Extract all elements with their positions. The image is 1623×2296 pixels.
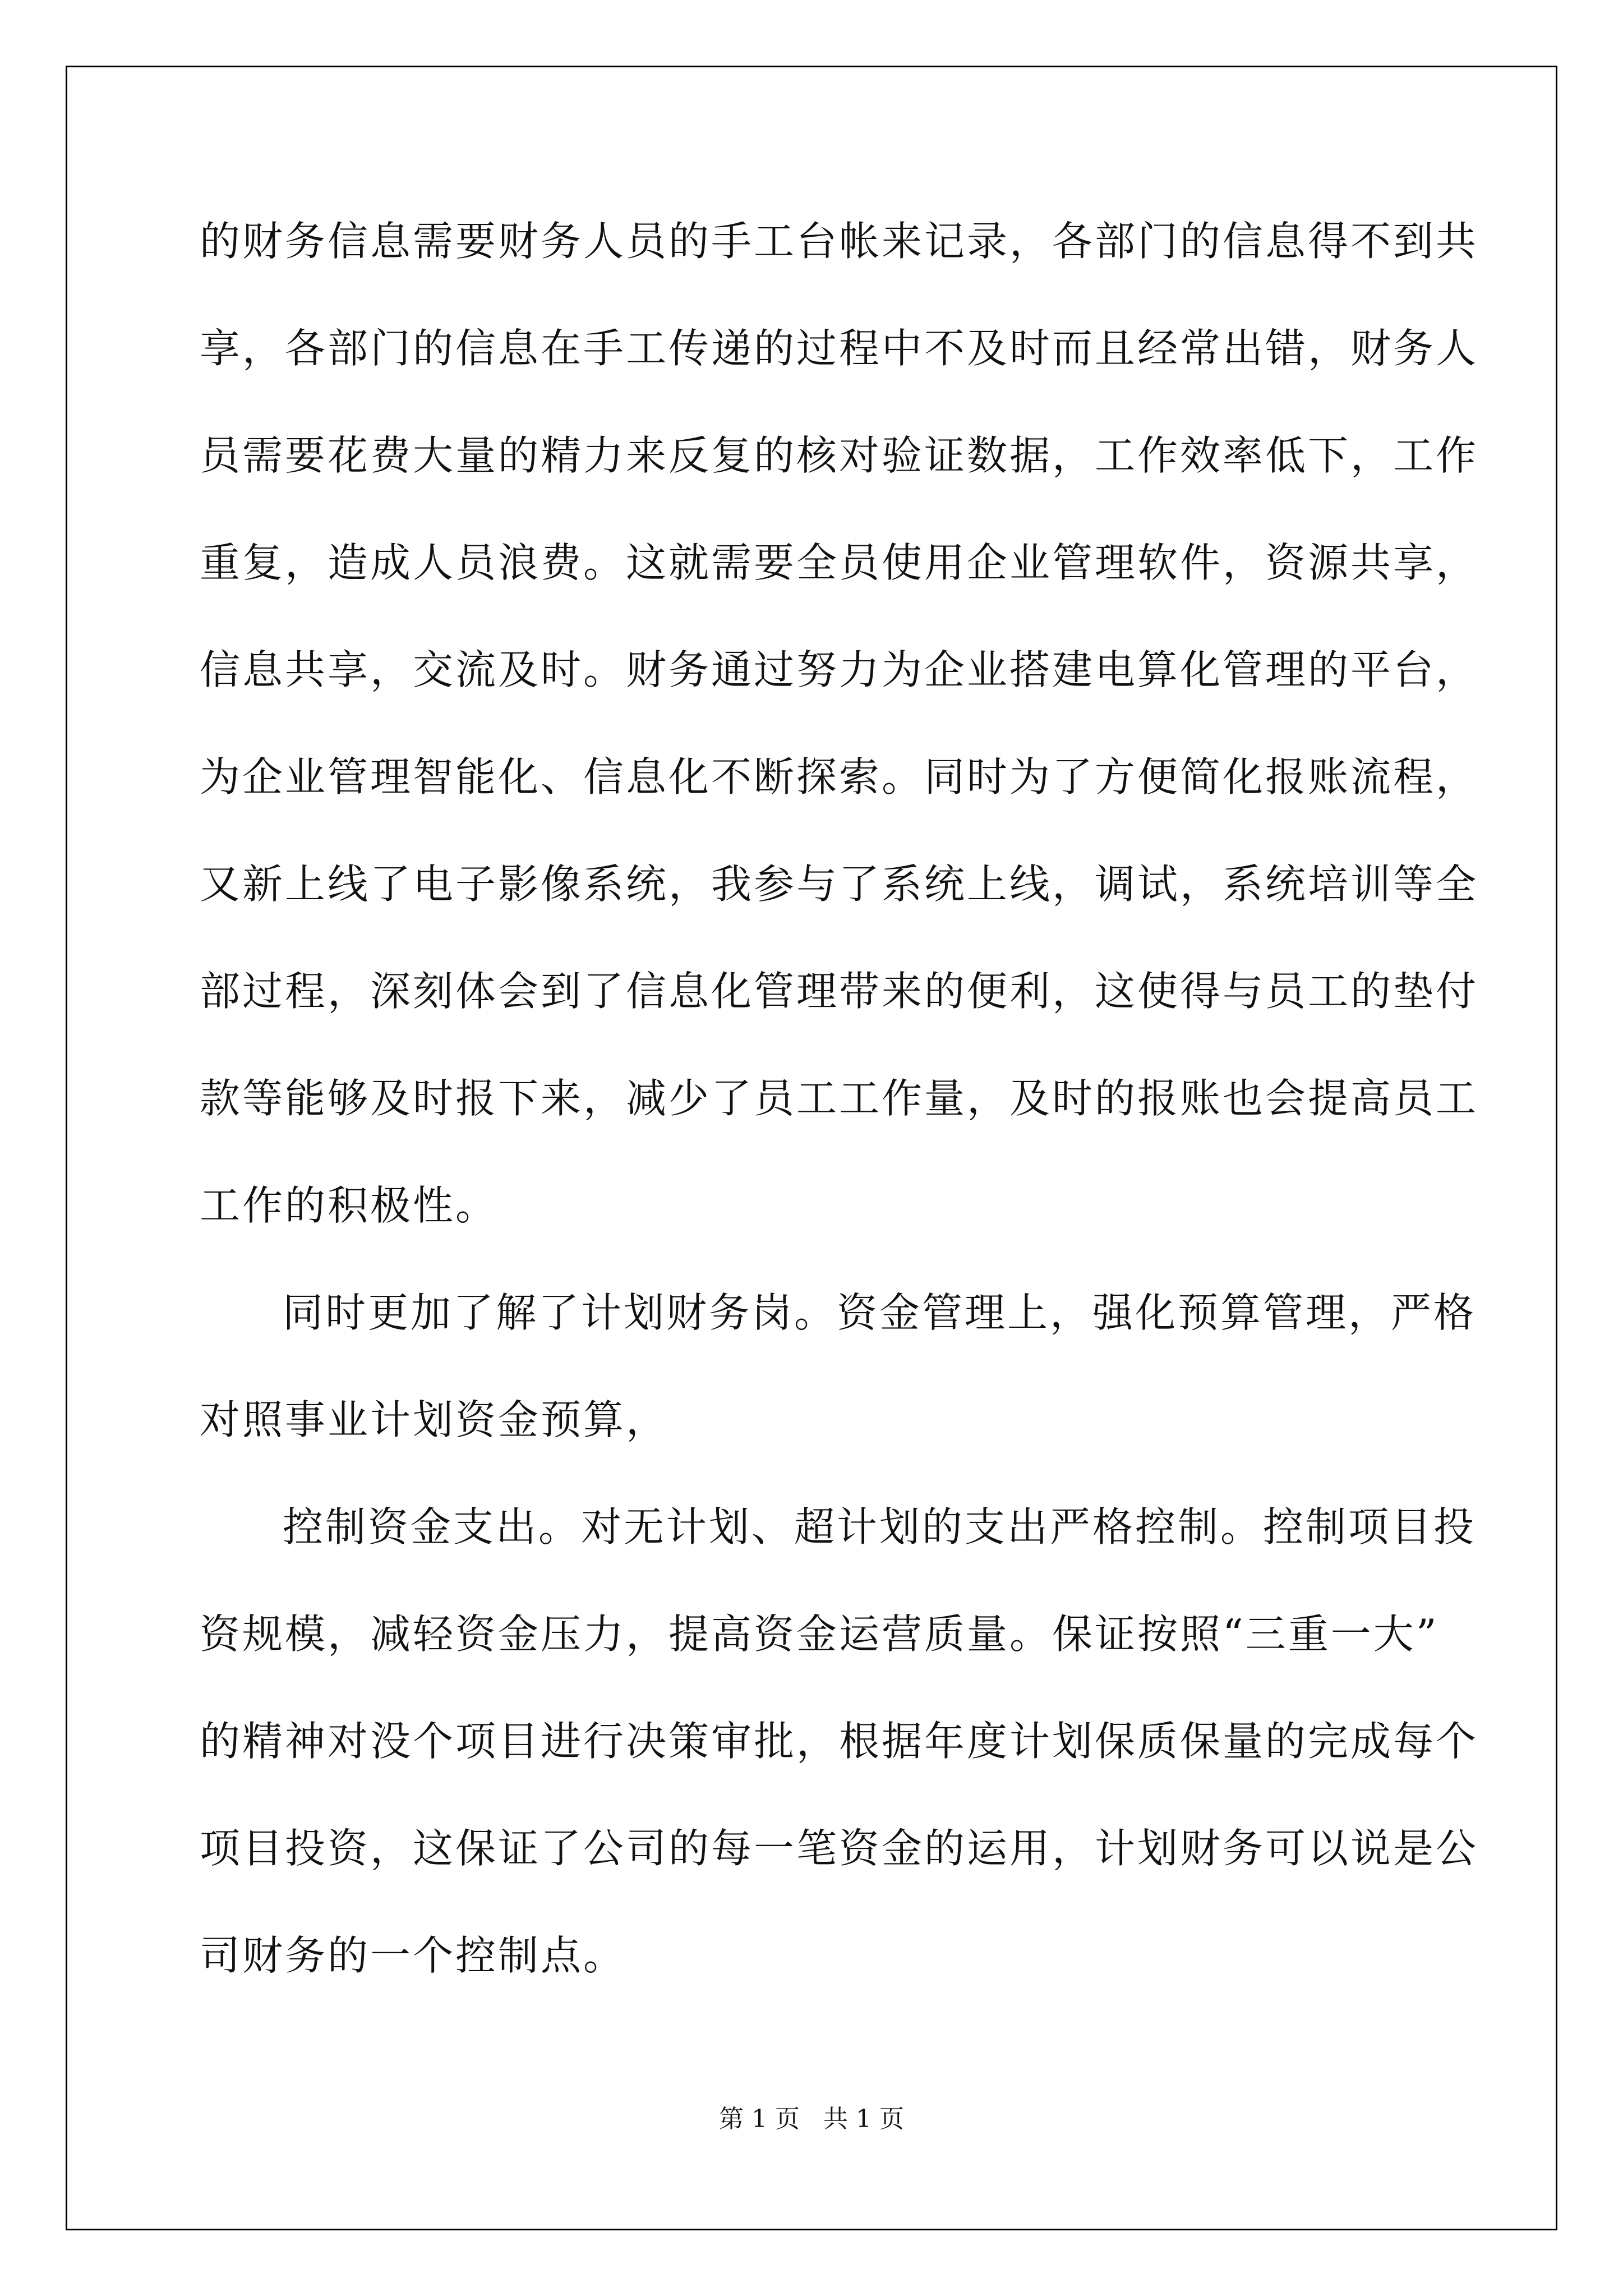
text-line: 司财务的一个控制点。 [200, 1932, 626, 1979]
text-line: 信息共享，交流及时。财务通过努力为企业搭建电算化管理的平台， [200, 646, 1479, 693]
text-line: 资规模，减轻资金压力，提高资金运营质量。保证按照“三重一大” [200, 1611, 1439, 1658]
text-line: 工作的积极性。 [200, 1182, 499, 1229]
text-line: 重复，造成人员浪费。这就需要全员使用企业管理软件，资源共享， [200, 539, 1479, 586]
text-line: 的精神对没个项目进行决策审批，根据年度计划保质保量的完成每个 [200, 1718, 1479, 1765]
text-line: 同时更加了解了计划财务岗。资金管理上，强化预算管理，严格 [283, 1289, 1477, 1336]
text-line: 控制资金支出。对无计划、超计划的支出严格控制。控制项目投 [283, 1503, 1477, 1550]
text-line: 为企业管理智能化、信息化不断探索。同时为了方便简化报账流程， [200, 753, 1479, 800]
text-line: 又新上线了电子影像系统，我参与了系统上线，调试，系统培训等全 [200, 861, 1479, 908]
text-line: 享，各部门的信息在手工传递的过程中不及时而且经常出错，财务人 [200, 325, 1479, 372]
text-line: 对照事业计划资金预算， [200, 1396, 669, 1443]
text-line: 的财务信息需要财务人员的手工台帐来记录，各部门的信息得不到共 [200, 218, 1479, 265]
page-border [66, 66, 1557, 2230]
text-line: 款等能够及时报下来，减少了员工工作量，及时的报账也会提高员工 [200, 1075, 1479, 1122]
text-line: 员需要花费大量的精力来反复的核对验证数据，工作效率低下，工作 [200, 432, 1479, 479]
text-line: 项目投资，这保证了公司的每一笔资金的运用，计划财务可以说是公 [200, 1825, 1479, 1872]
page-number-footer: 第 1 页 共 1 页 [719, 2105, 904, 2133]
text-line: 部过程，深刻体会到了信息化管理带来的便利，这使得与员工的垫付 [200, 968, 1479, 1015]
